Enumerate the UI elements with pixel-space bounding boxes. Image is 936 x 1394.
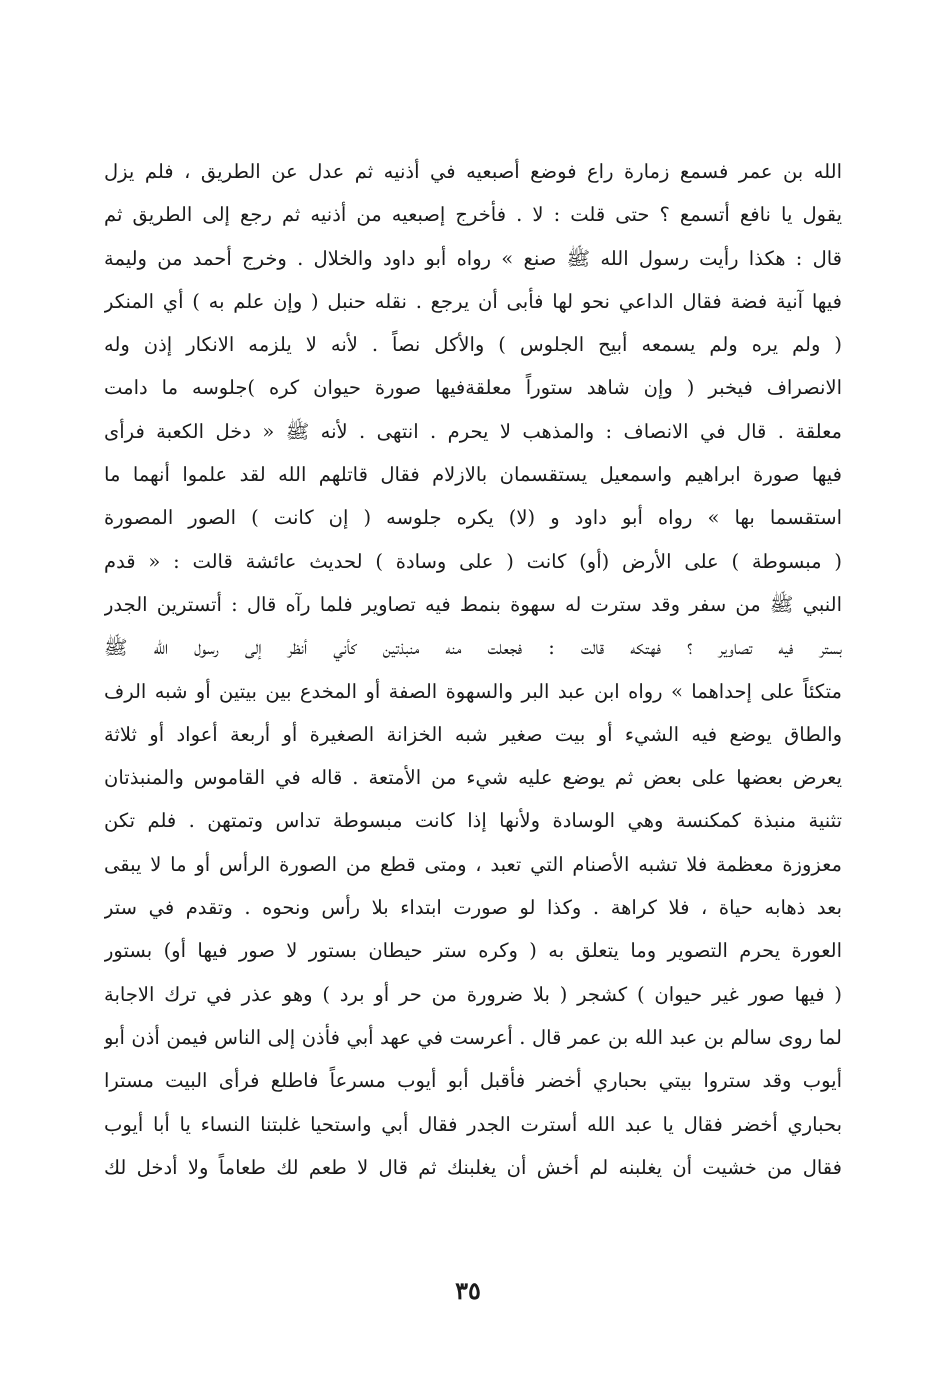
text-line: بحباري أخضر فقال يا عبد الله أسترت الجدر فقال أبي واستحيا غلبتنا النساء يا أبا أيوب [104,1112,842,1136]
text-line: لما روى سالم بن عبد الله بن عمر قال . أعرست في عهد أبي فأذن إلى الناس فيمن أذن أبو [104,1025,842,1049]
text-line: النبي ﷺ من سفر وقد سترت له سهوة بنمط فيه تصاوير فلما رآه قال : أتسترين الجدر [104,592,842,616]
text-line: ( فيها صور غير حيوان ) كشجر ( بلا ضرورة من حر أو برد ) وهو عذر في ترك الاجابة [104,982,842,1006]
text-line: معلقة . قال في الانصاف : والمذهب لا يحرم . انتهى . لأنه ﷺ « دخل الكعبة فرأى [104,419,842,443]
text-line: أيوب وقد ستروا بيتي بحباري أخضر فأقبل أبو أيوب مسرعاً فاطلع فرأى البيت مسترا [104,1069,842,1093]
text-line: العورة يحرم التصوير وما يتعلق به ( وكره ستر حيطان بستور لا صور فيها أو) بستور [104,939,842,963]
text-line: استقسما بها » رواه أبو داود و (لا) يكره جلوسه ( إن كانت ) الصور المصورة [104,506,842,530]
text-line: والطاق يوضع فيه الشيء أو بيت صغير شبه الخزانة الصغيرة أو أربعة أعواد أو ثلاثة [104,722,842,746]
page-number: ٣٥ [455,1276,481,1305]
text-line: فيها صورة ابراهيم واسمعيل يستقسمان بالازلام فقال قاتلهم الله لقد علموا أنهما ما [104,463,842,487]
text-line: فيها آنية فضة فقال الداعي نحو لها فأبى أن يرجع . نقله حنبل ( وإن علم به ) أي المنكر [104,289,842,313]
text-line: يعرض بعضها على بعض ثم يوضع عليه شيء من الأمتعة . قاله في القاموس والمنبذتان [104,766,842,790]
text-line: تثنية منبذة كمكنسة وهي الوسادة ولأنها إذا كانت مبسوطة تداس وتمتهن . فلم تكن [104,809,842,833]
text-line: الله بن عمر فسمع زمارة راع فوضع أصبعيه في أذنيه ثم عدل عن الطريق ، فلم يزل [104,160,842,183]
text-line: بستر فيه تصاوير ؟ فهتكه قالت : فجعلت منه منبذتين كأني أنظر إلى رسول الله ﷺ [104,636,842,660]
text-line: متكئاً على إحداهما » رواه ابن عبد البر والسهوة الصفة أو المخدع بين بيتين أو شبه الرف [104,679,842,703]
body-text [104,150,842,1189]
text-line: ( ولم يره ولم يسمعه أبيح الجلوس ) والأكل نصاً . لأنه لا يلزمه الانكار إذن وله [104,333,842,357]
text-line: قال : هكذا رأيت رسول الله ﷺ صنع » رواه أبو داود والخلال . وخرج أحمد من وليمة [104,246,842,270]
text-line: فقال من خشيت أن يغلبنه لم أخش أن يغلبنك ثم قال لا طعم لك طعاماً ولا أدخل لك [104,1155,842,1179]
text-line: بعد ذهابه حياة ، فلا كراهة . وكذا لو صورت ابتداء بلا رأس ونحوه . وتقدم في ستر [104,896,842,920]
text-line: معزوزة معظمة فلا تشبه الأصنام التي تعبد ، ومتى قطع من الصورة الرأس أو ما لا يبقى [104,852,842,876]
text-line: ( مبسوطة ) على الأرض (أو) كانت ( على وسادة ) لحديث عائشة قالت : « قدم [104,549,842,573]
text-line: يقول يا نافع أتسمع ؟ حتى قلت : لا . فأخرج إصبعيه من أذنيه ثم رجع إلى الطريق ثم [104,203,842,227]
text-line: الانصراف فيخبر ( وإن شاهد ستوراً معلقةفيها صورة حيوان كره )جلوسه ما دامت [104,376,842,400]
